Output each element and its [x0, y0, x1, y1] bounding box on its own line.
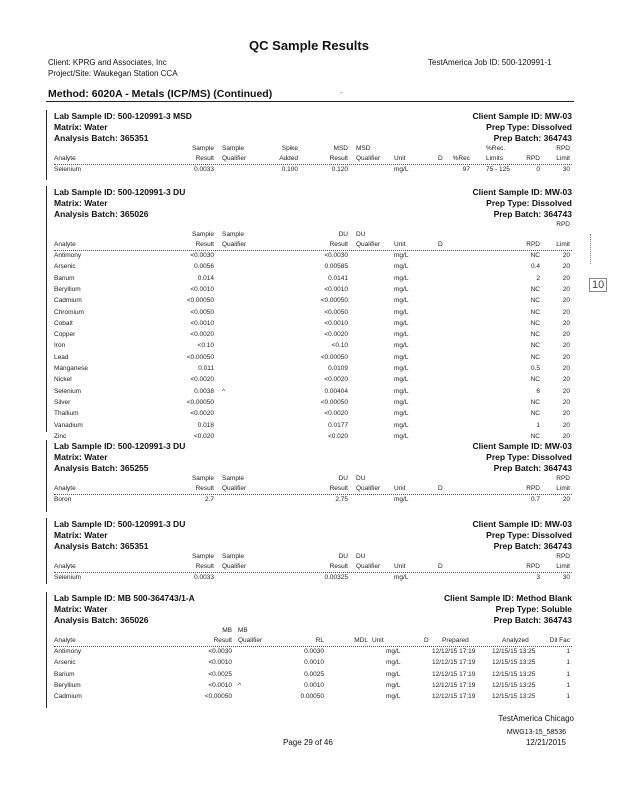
table-cell: <0.0020 [324, 410, 348, 418]
column-header: RPD [526, 155, 540, 162]
table-cell: 20 [562, 387, 570, 395]
table-cell: 3 [536, 574, 540, 581]
table-cell: 12/12/15 17:19 [432, 693, 476, 701]
table-cell: mg/L [394, 252, 409, 259]
column-header: Analyte [54, 241, 76, 248]
column-header: Qualifier [356, 241, 381, 248]
column-header: D [438, 485, 443, 492]
column-header: D [424, 637, 429, 644]
column-header: Qualifier [222, 563, 247, 570]
section-left-bar [46, 110, 48, 180]
table-cell: mg/L [394, 319, 409, 327]
column-header: RPD [556, 221, 570, 228]
table-cell: NC [530, 297, 540, 305]
analyte-name: Barium [54, 274, 75, 282]
table-cell: NC [530, 319, 540, 327]
report-date: 12/21/2015 [525, 738, 566, 747]
table-cell: NC [530, 376, 540, 384]
table-cell: 20 [562, 297, 570, 305]
analyte-name: Zinc [54, 432, 67, 440]
table-cell: 20 [562, 308, 570, 316]
prep-type-label: Prep Type: Soluble [495, 604, 572, 614]
column-header: Analyte [54, 637, 76, 644]
table-cell: <0.00050 [186, 297, 214, 305]
prep-batch-label: Prep Batch: 364743 [493, 463, 572, 473]
column-header: Limit [556, 485, 570, 492]
margin-dash-mark: - [340, 88, 343, 97]
column-header: Limit [556, 155, 570, 162]
table-cell: mg/L [386, 693, 401, 701]
table-cell: <0.0050 [190, 308, 214, 316]
analyte-name: Manganese [54, 365, 88, 372]
table-cell: <0.020 [327, 432, 348, 440]
client-sample-id: Client Sample ID: MW-03 [472, 111, 572, 121]
table-cell: mg/L [394, 398, 409, 406]
column-header: D [438, 155, 443, 162]
table-cell: 12/15/15 13:25 [492, 693, 536, 701]
table-cell: <0.00050 [320, 398, 348, 406]
table-cell: 1 [566, 693, 570, 701]
table-cell: 0.00325 [324, 574, 348, 581]
table-cell: 0.00050 [300, 693, 324, 701]
table-cell: 20 [562, 421, 570, 429]
column-header: Qualifier [222, 155, 247, 162]
header-divider [54, 164, 572, 165]
table-cell: <0.0010 [324, 285, 348, 293]
table-cell: 0.100 [281, 166, 298, 173]
prep-batch-label: Prep Batch: 364743 [493, 541, 572, 551]
qc-section-du-metals [46, 184, 574, 440]
table-cell: 20 [562, 331, 570, 339]
column-header: Qualifier [222, 241, 247, 248]
table-cell: 12/12/15 17:19 [432, 681, 476, 689]
table-cell: 0 [536, 166, 540, 173]
table-cell: mg/L [394, 432, 409, 440]
table-cell: 20 [562, 496, 570, 503]
table-cell: 12/15/15 13:25 [492, 681, 536, 689]
table-cell: mg/L [394, 331, 409, 339]
column-header: Limits [486, 155, 503, 162]
analyte-name: Selenium [54, 166, 82, 173]
column-header: RPD [526, 563, 540, 570]
table-cell: 1 [566, 681, 570, 689]
lab-sample-id: Lab Sample ID: 500-120991-3 DU [54, 519, 186, 529]
client-sample-id: Client Sample ID: MW-03 [472, 441, 572, 451]
table-cell: <0.0020 [190, 376, 214, 384]
column-header: Unit [394, 563, 406, 570]
column-header: RPD [556, 475, 570, 482]
table-cell: 0.011 [198, 365, 214, 372]
table-cell: 0.0010 [304, 659, 324, 667]
analyte-name: Thallium [54, 410, 79, 418]
column-header: MSD [356, 145, 371, 152]
analysis-batch-label: Analysis Batch: 365255 [54, 463, 149, 473]
table-cell: mg/L [386, 659, 401, 667]
column-header: Sample [191, 145, 214, 152]
table-cell: mg/L [394, 285, 409, 293]
table-cell: 0.4 [530, 263, 540, 271]
column-header: Analyte [54, 563, 76, 570]
column-header: Analyzed [502, 637, 529, 644]
lab-sample-id: Lab Sample ID: 500-120991-3 DU [54, 441, 186, 451]
analyte-name: Silver [54, 398, 71, 406]
column-header: Sample [222, 145, 245, 152]
header-divider [54, 572, 572, 573]
matrix-label: Matrix: Water [54, 452, 108, 462]
analyte-name: Boron [54, 496, 72, 503]
table-cell: NC [530, 331, 540, 339]
table-cell: 20 [562, 353, 570, 361]
table-cell: mg/L [394, 353, 409, 361]
prep-batch-label: Prep Batch: 364743 [493, 133, 572, 143]
table-cell: 20 [562, 432, 570, 440]
table-cell: 0.0109 [328, 365, 348, 372]
matrix-label: Matrix: Water [54, 198, 108, 208]
table-cell: <0.0030 [208, 648, 232, 655]
column-header: Added [279, 155, 298, 162]
column-header: Limit [556, 241, 570, 248]
analyte-name: Chromium [54, 308, 84, 316]
column-header: Sample [222, 553, 245, 560]
column-header: Unit [394, 241, 406, 248]
column-header: Unit [394, 485, 406, 492]
column-header: D [438, 241, 443, 248]
column-header: Spike [281, 145, 298, 152]
table-cell: 0.0025 [304, 670, 324, 678]
column-header: Result [329, 155, 348, 162]
analyte-name: Beryllium [54, 681, 81, 689]
table-cell: 30 [562, 166, 570, 173]
section-left-bar [46, 186, 48, 432]
table-cell: 1 [566, 670, 570, 678]
column-header: Result [329, 241, 348, 248]
column-header: Qualifier [356, 155, 381, 162]
matrix-label: Matrix: Water [54, 604, 108, 614]
column-header: %Rec [452, 155, 470, 162]
header-divider [54, 250, 572, 251]
document-id: MWG13-15_58536 [506, 729, 566, 736]
column-header: Sample [222, 475, 245, 482]
page-tab-label: 10 [589, 278, 607, 292]
qc-section-msd [46, 108, 574, 180]
table-cell: 2.7 [204, 496, 214, 503]
column-header: Qualifier [356, 485, 381, 492]
column-header: Qualifier [356, 563, 381, 570]
column-header: MB [222, 627, 232, 634]
column-header: Qualifier [222, 485, 247, 492]
table-cell: 12/12/15 17:19 [432, 659, 476, 667]
table-cell: 1 [536, 421, 540, 429]
header-divider [54, 494, 572, 495]
column-header: DU [338, 553, 348, 560]
table-cell: 0.5 [530, 365, 540, 372]
column-header: RPD [556, 145, 570, 152]
table-cell: <0.0020 [190, 410, 214, 418]
table-cell: mg/L [394, 421, 409, 429]
table-cell: 0.0033 [194, 574, 214, 581]
analyte-name: Copper [54, 331, 76, 339]
analysis-batch-label: Analysis Batch: 365026 [54, 615, 149, 625]
prep-type-label: Prep Type: Dissolved [486, 122, 572, 132]
table-cell: <0.0025 [208, 670, 232, 678]
column-header: %Rec. [486, 145, 506, 152]
table-cell: <0.0010 [190, 319, 214, 327]
lab-sample-id: Lab Sample ID: 500-120991-3 MSD [54, 111, 192, 121]
table-cell: <0.00050 [186, 398, 214, 406]
client-sample-id: Client Sample ID: Method Blank [444, 593, 572, 603]
table-cell: 12/15/15 13:25 [492, 648, 536, 655]
table-cell: mg/L [394, 410, 409, 418]
column-header: Result [195, 563, 214, 570]
table-cell: NC [530, 285, 540, 293]
prep-type-label: Prep Type: Dissolved [486, 530, 572, 540]
table-cell: 20 [562, 410, 570, 418]
analyte-name: Beryllium [54, 285, 81, 293]
method-underline [46, 101, 574, 102]
table-cell: mg/L [394, 297, 409, 305]
matrix-label: Matrix: Water [54, 530, 108, 540]
table-cell: <0.020 [193, 432, 214, 440]
table-cell: <0.00050 [186, 353, 214, 361]
table-cell: 20 [562, 376, 570, 384]
analysis-batch-label: Analysis Batch: 365351 [54, 541, 149, 551]
column-header: Dil Fac [549, 637, 570, 644]
column-header: Result [195, 155, 214, 162]
table-cell: 20 [562, 365, 570, 372]
table-cell: <0.0020 [324, 331, 348, 339]
table-cell: 1 [566, 659, 570, 667]
analyte-name: Iron [54, 342, 66, 350]
table-cell: 12/15/15 13:25 [492, 659, 536, 667]
table-cell: <0.0010 [190, 285, 214, 293]
table-cell: <0.00050 [204, 693, 232, 701]
analyte-name: Cadmium [54, 297, 82, 305]
table-cell: mg/L [386, 681, 401, 689]
table-cell: 75 - 125 [486, 166, 510, 173]
analysis-batch-label: Analysis Batch: 365351 [54, 133, 149, 143]
section-left-bar [46, 592, 48, 708]
prep-type-label: Prep Type: Dissolved [486, 452, 572, 462]
column-header: Result [195, 485, 214, 492]
analyte-name: Barium [54, 670, 75, 678]
table-cell: 0.0177 [328, 421, 348, 429]
table-cell: <0.0010 [208, 659, 232, 667]
client-sample-id: Client Sample ID: MW-03 [472, 519, 572, 529]
table-cell: 0.00404 [324, 387, 348, 395]
column-header: Sample [191, 475, 214, 482]
analyte-name: Antimony [54, 648, 82, 655]
matrix-label: Matrix: Water [54, 122, 108, 132]
column-header: Sample [222, 231, 245, 238]
column-header: RL [315, 637, 324, 644]
analyte-name: Arsenic [54, 659, 76, 667]
column-header: Limit [556, 563, 570, 570]
table-cell: 20 [562, 342, 570, 350]
lab-sample-id: Lab Sample ID: MB 500-364743/1-A [54, 593, 195, 603]
column-header: DU [356, 231, 366, 238]
table-cell: 0.0030 [304, 648, 324, 655]
table-cell: 2 [536, 274, 540, 282]
section-left-bar [46, 440, 48, 512]
table-cell: mg/L [394, 166, 409, 173]
prep-batch-label: Prep Batch: 364743 [493, 209, 572, 219]
margin-bracket [590, 234, 599, 264]
column-header: DU [356, 475, 366, 482]
analyte-name: Selenium [54, 387, 82, 395]
table-cell: mg/L [394, 274, 409, 282]
table-cell: <0.0020 [190, 331, 214, 339]
client-sample-id: Client Sample ID: MW-03 [472, 187, 572, 197]
analyte-name: Nickel [54, 376, 72, 384]
table-cell: 0.0141 [328, 274, 348, 282]
table-cell: NC [530, 353, 540, 361]
table-cell: 0.0056 [194, 263, 214, 271]
table-cell: NC [530, 342, 540, 350]
table-cell: 0.7 [530, 496, 540, 503]
column-header: DU [338, 475, 348, 482]
table-cell: mg/L [386, 670, 401, 678]
table-cell: mg/L [394, 342, 409, 350]
table-cell: 2.75 [335, 496, 348, 503]
method-heading: Method: 6020A - Metals (ICP/MS) (Continued) [48, 88, 273, 100]
column-header: RPD [526, 241, 540, 248]
client-name: Client: KPRG and Associates, Inc [48, 58, 167, 67]
analyte-name: Cadmium [54, 693, 82, 701]
analysis-batch-label: Analysis Batch: 365026 [54, 209, 149, 219]
analyte-name: Antimony [54, 252, 82, 259]
table-cell: 0.00585 [324, 263, 348, 271]
analyte-name: Arsenic [54, 263, 76, 271]
table-cell: <0.0020 [324, 376, 348, 384]
table-cell: 12/12/15 17:19 [432, 648, 476, 655]
column-header: Sample [191, 231, 214, 238]
column-header: Analyte [54, 155, 76, 162]
table-cell: mg/L [386, 648, 401, 655]
table-cell: 20 [562, 263, 570, 271]
table-cell: NC [530, 432, 540, 440]
column-header: Result [195, 241, 214, 248]
column-header: Result [213, 637, 232, 644]
column-header: RPD [526, 485, 540, 492]
table-cell: 0.014 [197, 274, 214, 282]
column-header: Qualifier [238, 637, 263, 644]
table-cell: NC [530, 308, 540, 316]
table-cell: 6 [536, 387, 540, 395]
analyte-name: Cobalt [54, 319, 73, 327]
prep-batch-label: Prep Batch: 364743 [493, 615, 572, 625]
table-cell: mg/L [394, 263, 409, 271]
column-header: Result [329, 563, 348, 570]
table-cell: <0.0010 [324, 319, 348, 327]
page-title: QC Sample Results [249, 38, 369, 53]
table-cell: <0.0030 [324, 252, 348, 259]
table-cell: <0.0050 [324, 308, 348, 316]
qc-section-du-selenium [46, 516, 574, 584]
column-header: Result [329, 485, 348, 492]
section-left-bar [46, 518, 48, 584]
analyte-name: Selenium [54, 574, 82, 581]
qc-section-du-boron [46, 438, 574, 512]
column-header: MDL [354, 637, 368, 644]
table-cell: mg/L [394, 387, 409, 395]
column-header: DU [338, 231, 348, 238]
column-header: D [438, 563, 443, 570]
column-header: Prepared [442, 637, 469, 644]
column-header: RPD [556, 553, 570, 560]
column-header: Unit [394, 155, 406, 162]
qc-section-method-blank [46, 590, 574, 708]
table-cell: <0.00050 [320, 297, 348, 305]
prep-type-label: Prep Type: Dissolved [486, 198, 572, 208]
table-cell: mg/L [394, 308, 409, 316]
table-cell: 20 [562, 274, 570, 282]
table-cell: <0.00050 [320, 353, 348, 361]
table-cell: 0.120 [331, 166, 348, 173]
table-cell: 20 [562, 319, 570, 327]
analyte-name: Lead [54, 353, 69, 361]
lab-sample-id: Lab Sample ID: 500-120991-3 DU [54, 187, 186, 197]
column-header: MB [238, 627, 248, 634]
header-divider [54, 646, 572, 647]
column-header: Unit [372, 637, 384, 644]
table-cell: mg/L [394, 574, 409, 581]
table-cell: 20 [562, 252, 570, 259]
table-cell: 1 [566, 648, 570, 655]
table-cell: 0.0010 [304, 681, 324, 689]
column-header: MSD [333, 145, 348, 152]
table-cell: ^ [238, 681, 242, 689]
table-cell: 12/15/15 13:25 [492, 670, 536, 678]
job-id: TestAmerica Job ID: 500-120991-1 [428, 58, 552, 67]
table-cell: <0.10 [331, 342, 348, 350]
table-cell: <0.0010 [208, 681, 232, 689]
table-cell: 0.0038 [194, 387, 214, 395]
lab-name: TestAmerica Chicago [498, 714, 574, 723]
table-cell: 30 [562, 574, 570, 581]
table-cell: 0.018 [197, 421, 214, 429]
table-cell: mg/L [394, 365, 409, 372]
table-cell: <0.10 [197, 342, 214, 350]
table-cell: NC [530, 252, 540, 259]
table-cell: 12/12/15 17:19 [432, 670, 476, 678]
table-cell: ^ [222, 387, 226, 395]
column-header: DU [356, 553, 366, 560]
table-cell: 0.0033 [194, 166, 214, 173]
page-number: Page 29 of 46 [283, 738, 333, 747]
table-cell: NC [530, 410, 540, 418]
table-cell: mg/L [394, 496, 409, 503]
table-cell: NC [530, 398, 540, 406]
table-cell: 20 [562, 285, 570, 293]
column-header: Sample [191, 553, 214, 560]
project-site: Project/Site: Waukegan Station CCA [48, 69, 178, 78]
table-cell: 97 [462, 166, 470, 173]
table-cell: <0.0030 [190, 252, 214, 259]
table-cell: 20 [562, 398, 570, 406]
table-cell: mg/L [394, 376, 409, 384]
column-header: Analyte [54, 485, 76, 492]
analyte-name: Vanadium [54, 421, 83, 429]
